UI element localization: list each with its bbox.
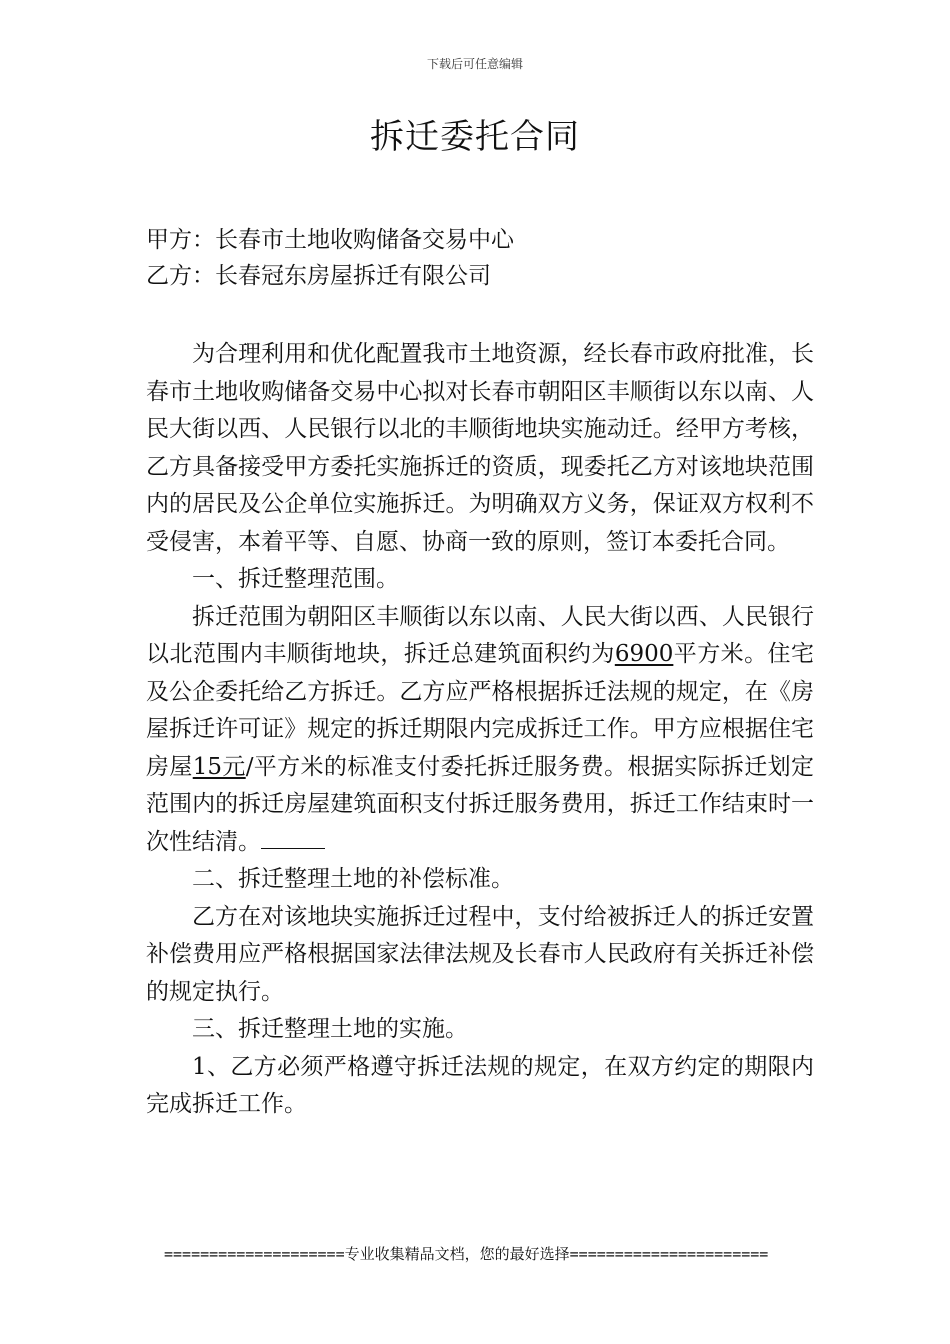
section-1-text-b: 平方米。住宅及公企委托给乙方拆迁。乙方应严格根据拆迁法规的规定，在《房屋拆迁许可证》规定的拆迁期限内完成拆迁工作。甲方应根据住宅房屋 [146,641,815,780]
page-footer [164,1242,804,1266]
intro-paragraph: 为合理利用和优化配置我市土地资源，经长春市政府批准，长春市土地收购储备交易中心拟对长春市朝阳区丰顺街以东以南、人民大街以西、人民银行以北的丰顺街地块实施动迁。经甲方考核，乙方具备接受甲方委托实施拆迁的资质，现委托乙方对该地块范围内的居民及公企单位实施拆迁。为明确双方义务，保证双方权利不受侵害，本着平等、自愿、协商一致的原则，签订本委托合同。 [146,341,814,555]
document-title: 拆迁委托合同 [370,117,580,157]
party-a: 甲方：长春市土地收购储备交易中心 [146,227,514,253]
party-b: 乙方：长春冠东房屋拆迁有限公司 [146,263,491,289]
section-1-text-a: 拆迁范围为朝阳区丰顺街以东以南、人民大街以西、人民银行以北范围内丰顺街地块，拆迁总建筑面积约为 [146,603,814,667]
section-2-heading: 二、拆迁整理土地的补偿标准。 [192,866,514,892]
section-3-heading: 三、拆迁整理土地的实施。 [192,1016,468,1042]
section-1-heading: 一、拆迁整理范围。 [192,566,399,592]
footer-rule-left: ==================== [164,1245,345,1263]
section-1-text-c: /平方米的标准支付委托拆迁服务费。根据实际拆迁划定范围内的拆迁房屋建筑面积支付拆迁服务费用，拆迁工作结束时一次性结清。 [146,753,814,855]
fee-value: 15元 [192,753,246,780]
section-3-item-1: 1、乙方必须严格遵守拆迁法规的规定，在双方约定的期限内完成拆迁工作。 [146,1053,814,1117]
section-1-paragraph [146,599,814,862]
footer-rule-right: ====================== [569,1245,769,1263]
section-2-paragraph: 乙方在对该地块实施拆迁过程中，支付给被拆迁人的拆迁安置补偿费用应严格根据国家法律法规及长春市人民政府有关拆迁补偿的规定执行。 [146,903,814,1005]
parties-block [146,222,826,294]
footer-text: 专业收集精品文档，您的最好选择 [344,1245,570,1263]
area-value: 6900 [614,641,674,667]
contract-body [146,336,814,1124]
page-header: 下载后可任意编辑 [426,57,523,71]
blank-line [261,847,325,849]
